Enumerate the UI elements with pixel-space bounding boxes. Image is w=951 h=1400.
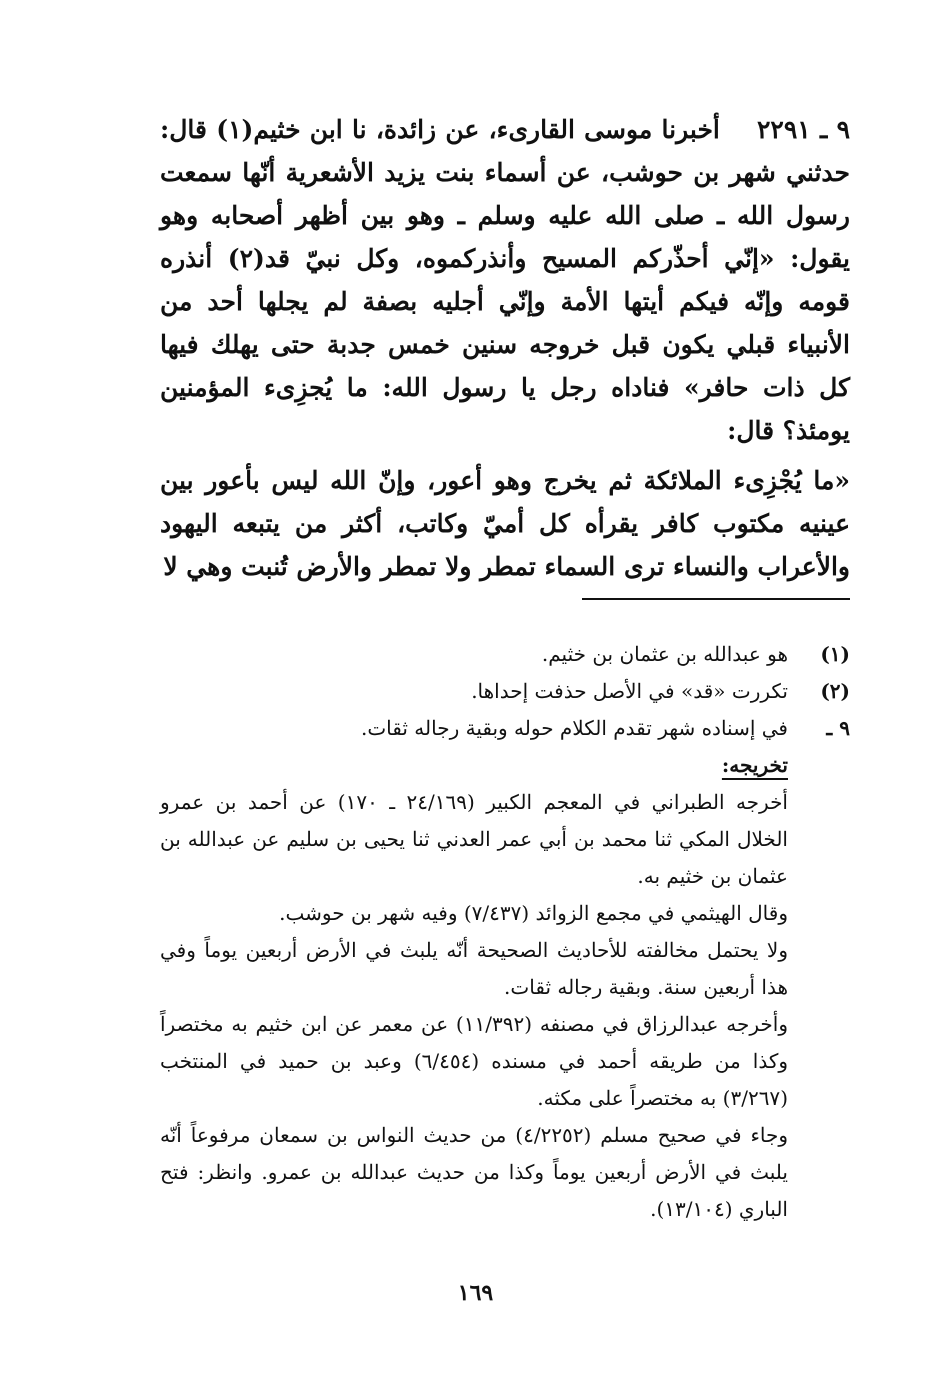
takhrij-paragraph: وأخرجه عبدالرزاق في مصنفه (١١/٣٩٢) عن معمر عن ابن خثيم به مختصراً وكذا من طريقه أحمد في مسنده (٦/٤٥٤) وعبد بن حميد في المنتخب (٣/٢٦٧) به مختصراً على مكثه. — [160, 1012, 789, 1110]
footnote-marker: ٩ ـ — [826, 716, 850, 740]
footnote-text: تكررت «قد» في الأصل حذفت إحداها. — [471, 679, 788, 703]
footnote-text: هو عبدالله بن عثمان بن خثيم. — [541, 642, 788, 666]
footnote-divider — [582, 598, 850, 600]
takhrij-paragraph: ولا يحتمل مخالفته للأحاديث الصحيحة أنّه يلبث في الأرض أربعين يوماً وفي هذا أربعين سنة. وبقية رجاله ثقات. — [160, 938, 788, 999]
hadith-paragraph-1 — [160, 108, 850, 452]
hadith-paragraph-1-text: أخبرنا موسى القارىء، عن زائدة، نا ابن خثيم(١) قال: حدثني شهر بن حوشب، عن أسماء بنت يزيد الأشعرية أنّها سمعت رسول الله ـ صلى الله عليه وسلم ـ وهو بين أظهر أصحابه وهو يقول: «إنّي أحذّركم المسيح وأنذركموه، وكل نبيّ قد(٢) أنذره قومه وإنّه فيكم أيتها الأمة وإنّي أجليه بصفة لم يجلها أحد من الأنبياء قبلي يكون قبل خروجه سنين خمس جدبة حتى يهلك فيها كل ذات حافر» فناداه رجل يا رسول الله: ما يُجزِىء المؤمنين يومئذ؟ قال: — [160, 115, 850, 445]
hadith-paragraph-2: «ما يُجْزِىء الملائكة ثم يخرج وهو أعور، وإنّ الله ليس بأعور بين عينيه مكتوب كافر يقرأه كل أميّ وكاتب، أكثر من يتبعه اليهود والأعراب والنساء ترى السماء تمطر ولا تمطر والأرض تُنبت وهي لا — [160, 466, 850, 581]
takhrij-paragraph: أخرجه الطبراني في المعجم الكبير (٢٤/١٦٩ ـ ١٧٠) عن أحمد بن عمرو الخلال المكي ثنا محمد بن أبي عمر العدني ثنا يحيى بن سليم عن عبدالله بن عثمان بن خثيم به. — [160, 790, 788, 888]
footnote-marker: (١) — [820, 642, 850, 666]
footnotes — [160, 636, 850, 1228]
footnote-text: في إسناده شهر تقدم الكلام حوله وبقية رجاله ثقات. — [360, 716, 788, 740]
hadith-number: ٩ ـ ٢٢٩١ — [756, 115, 851, 144]
footnote-2 — [160, 673, 850, 710]
footnote-hadith — [160, 710, 850, 1228]
takhrij-paragraph: وجاء في صحيح مسلم (٤/٢٢٥٢) من حديث النواس بن سمعان مرفوعاً أنّه يلبث في الأرض أربعين يوماً وكذا من حديث عبدالله بن عمرو. وانظر: فتح الباري (١٣/١٠٤). — [160, 1123, 788, 1221]
takhrij-heading: تخريجه: — [721, 753, 788, 777]
page-number: ١٦٩ — [457, 1280, 494, 1306]
takhrij-paragraph: وقال الهيثمي في مجمع الزوائد (٧/٤٣٧) وفيه شهر بن حوشب. — [279, 901, 788, 925]
footnote-marker: (٢) — [820, 679, 850, 703]
footnote-1 — [160, 636, 850, 673]
hadith-text — [160, 108, 850, 588]
